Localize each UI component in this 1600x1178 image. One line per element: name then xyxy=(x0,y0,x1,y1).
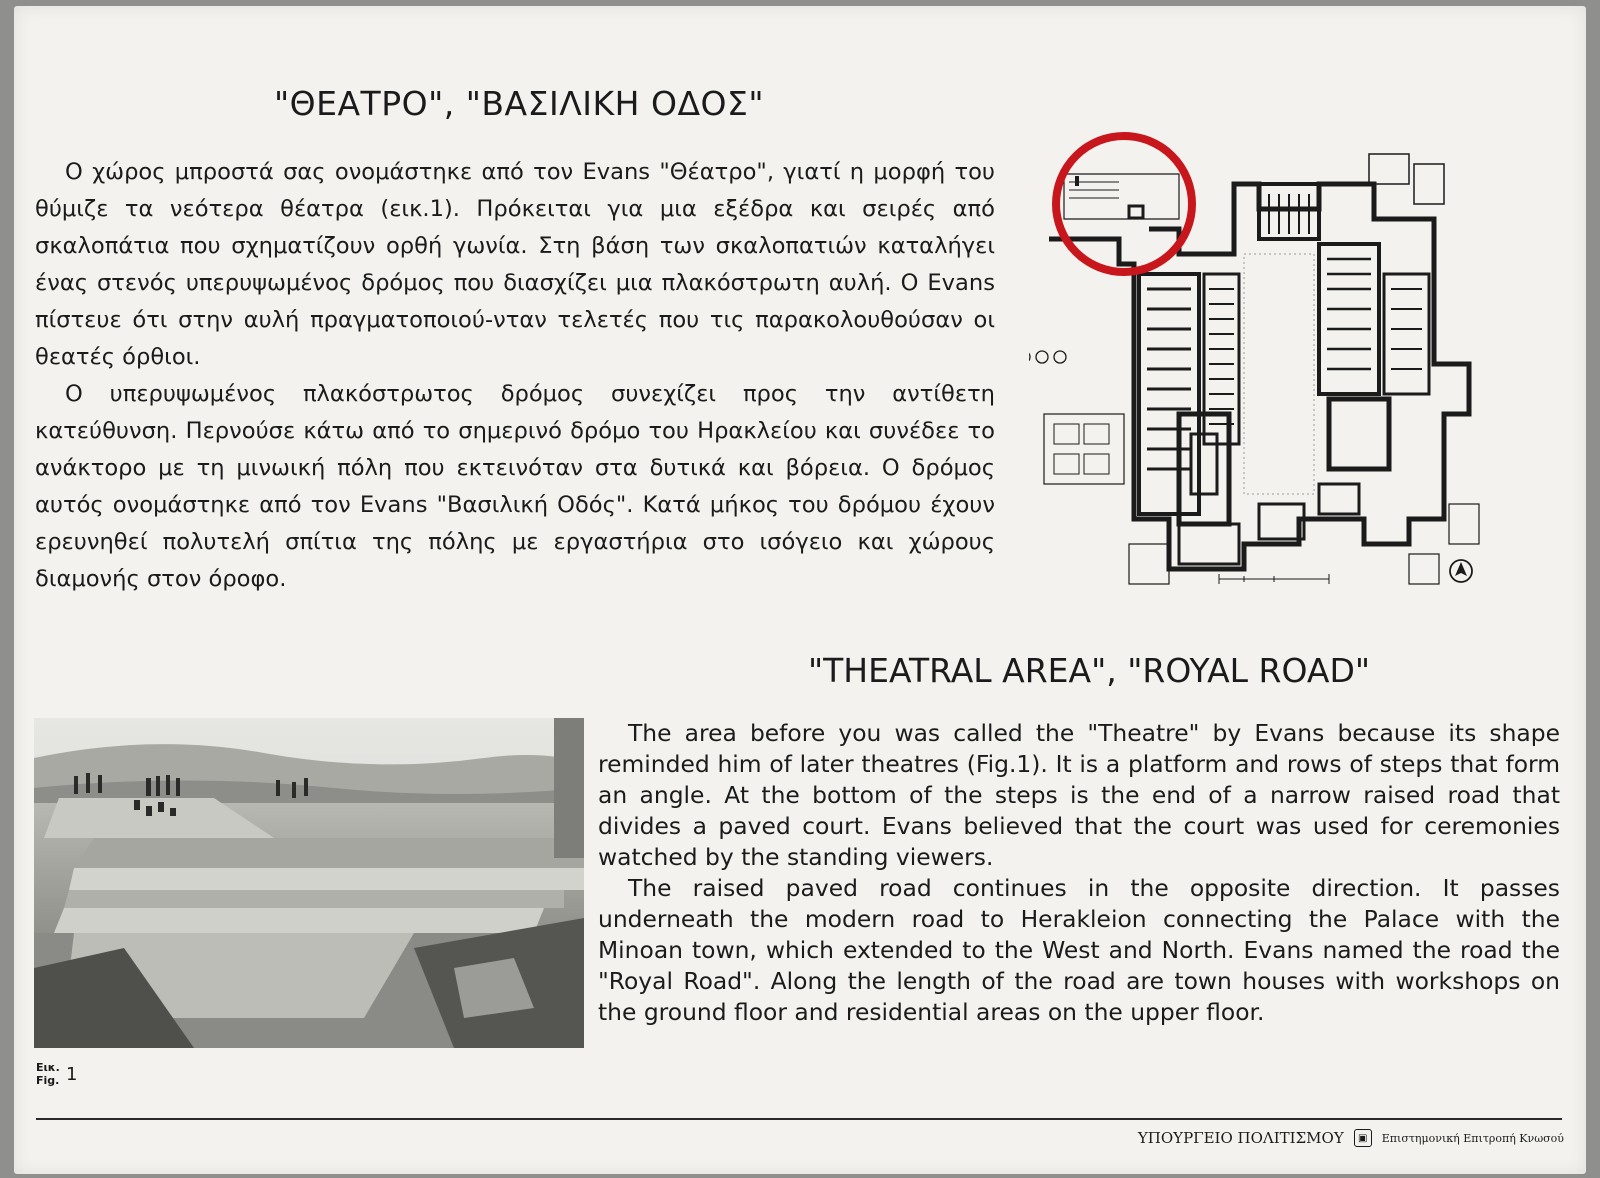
footer-divider xyxy=(36,1118,1562,1120)
figure-number: 1 xyxy=(66,1064,78,1085)
theatral-area-photo xyxy=(34,718,584,1048)
ministry-name: ΥΠΟΥΡΓΕΙΟ ΠΟΛΙΤΙΣΜΟΥ xyxy=(1137,1129,1344,1147)
english-paragraph-2: The raised paved road continues in the opposite direction. It passes underneath the modern road to Herakleion connecting the Palace with the Minoan town, which extended to the West and North. Evans named the road the "Royal Road". Along the length of the road are town houses with workshops on the ground floor and residential areas on the upper floor. xyxy=(598,874,1560,1026)
footer xyxy=(1138,1129,1564,1147)
english-text xyxy=(598,718,1560,1028)
info-sign xyxy=(14,6,1586,1174)
greek-title: "ΘΕΑΤΡΟ", "ΒΑΣΙΛΙΚΗ ΟΔΟΣ" xyxy=(273,84,765,123)
committee-name: Επιστημονική Επιτροπή Κνωσού xyxy=(1381,1131,1564,1145)
figure-caption xyxy=(36,1061,60,1087)
greek-text xyxy=(35,154,995,598)
north-arrow-icon xyxy=(1450,560,1472,582)
greek-paragraph-1: Ο χώρος μπροστά σας ονομάστηκε από τον Evans "Θέατρο", γιατί η μορφή του θύμιζε τα νεότερα θέατρα (εικ.1). Πρόκειται για μια εξέδρα και σειρές από σκαλοπάτια που σχηματίζουν ορθή γωνία. Στη βάση των σκαλοπατιών καταλήγει ένας στενός υπερυψωμένος δρόμος που διασχίζει μια πλακόστρωτη αυλή. Ο Evans πίστευε ότι στην αυλή πραγματοποιού-νταν τελετές που τις παρακολουθούσαν οι θεατές όρθιοι. xyxy=(35,159,995,370)
figure-caption-english: Fig. xyxy=(36,1074,60,1087)
figure-caption-greek: Εικ. xyxy=(36,1061,60,1074)
english-title: "THEATRAL AREA", "ROYAL ROAD" xyxy=(807,651,1371,690)
english-paragraph-1: The area before you was called the "Theatre" by Evans because its shape reminded him of later theatres (Fig.1). It is a platform and rows of steps that form an angle. At the bottom of the steps is the end of a narrow raised road that divides a paved court. Evans believed that the court was used for ceremonies watched by the standing viewers. xyxy=(598,719,1560,871)
greek-paragraph-2: Ο υπερυψωμένος πλακόστρωτος δρόμος συνεχίζει προς την αντίθετη κατεύθυνση. Περνούσε κάτω από το σημερινό δρόμο του Ηρακλείου και συνέδεε το ανάκτορο με τη μινωική πόλη που εκτεινόταν στα δυτικά και βόρεια. Ο δρόμος αυτός ονομάστηκε από τον Evans "Βασιλική Οδός". Κατά μήκος του δρόμου έχουν ερευνηθεί πολυτελή σπίτια της πόλης με εργαστήρια στο ισόγειο και χώρους διαμονής στον όροφο. xyxy=(35,381,995,592)
ministry-logo-icon: ▣ xyxy=(1354,1129,1372,1147)
palace-plan-map xyxy=(1029,124,1489,604)
